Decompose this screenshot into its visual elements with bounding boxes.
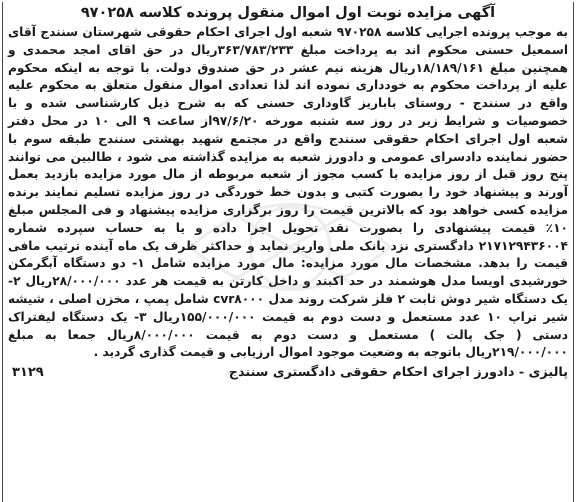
auction-notice [0,2,576,502]
notice-title: آگهی مزایده نوبت اول اموال منقول پرونده کلاسه ۹۷۰۲۵۸ [80,5,496,21]
ad-code: ۳۱۲۹ [12,365,44,381]
page-border [2,2,574,502]
notice-body: به موجب پرونده اجرایی کلاسه ۹۷۰۲۵۸ شعبه اول اجرای احکام حقوقی شهرستان سنندج آقای اسمعیل حسنی محکوم اند به پرداخت مبلغ ۳۶۳/۷۸۳/۲۳۳ریال در حق اقای امجد محمدی و همچنین مبلغ ۱۸/۱۸۹/۱۶۱ریال هزینه نیم عشر در حق صندوق دولت. با توجه به اینکه محکوم علیه از پرداخت محکوم به خودداری نموده اند لذا تعدادی اموال منقول متعلق به محکوم علیه واقع در سنندج - روستای باباریز گاوداری حسنی که به شرح ذیل کارشناسی شده و با خصوصیات و شرایط زیر در روز سه شنبه مورخه ۹۷/۶/۲۰از ساعت ۹ الی ۱۰ در محل دفتر شعبه اول اجرای احکام حقوقی سنندج واقع در مجتمع شهید بهشتی سنندج طبقه سوم با حضور نماینده دادسرای عمومی و دادورز شعبه به مزایده گذاشته می شود ، طالبین می توانند پنج روز قبل از روز مزایده با کسب مجوز از شعبه مربوطه از مال مورد مزایده بازدید بعمل آورند و پیشنهاد خود را بصورت کتبی و بدون خط خوردگی در روز مزایده تسلیم نمایند برنده مزایده کسی خواهد بود که بالاترین قیمت را روز برگزاری مزایده پیشنهاد و فی المجلس مبلغ ۱۰٪ قیمت پیشنهادی را بصورت نقد تحویل اجرا داده و یا به حساب سپرده شماره ۲۱۷۱۲۹۴۳۶۰۰۴ دادگستری نزد بانک ملی واریز نماید و حداکثر ظرف یک ماه آینده ترتیب مافی قیمت را بدهد. مشخصات مال مورد مزایده: مال مورد مزایده شامل ۱- دو دستگاه آبگرمکن خورشیدی اویسا مدل هوشمند در حد اکبند و داخل کارتن به قیمت هر عدد ۲۸/۰۰۰/۰۰۰ریال ۲- یک دستگاه شیر دوش ثابت ۲ فلز شرکت روند مدل cvr۸۰۰۰ شامل پمپ ، مخزن اصلی ، شیشه شیر تراپ ۱۰ عدد مستعمل و دست دوم به قیمت ۱۵۵/۰۰۰/۰۰۰ریال ۳- یک دستگاه لیفتراک دستی ( جک پالت ) مستعمل و دست دوم به قیمت ۸/۰۰۰/۰۰۰ریال جمعا به مبلغ ۲۱۹/۰۰۰/۰۰۰ریال باتوجه به وضعیت موجود اموال ارزیابی و قیمت گذاری گردید . [8,25,569,360]
signature-line: پالیزی - دادورز اجرای احکام حقوقی دادگستری سنندج [228,365,568,381]
